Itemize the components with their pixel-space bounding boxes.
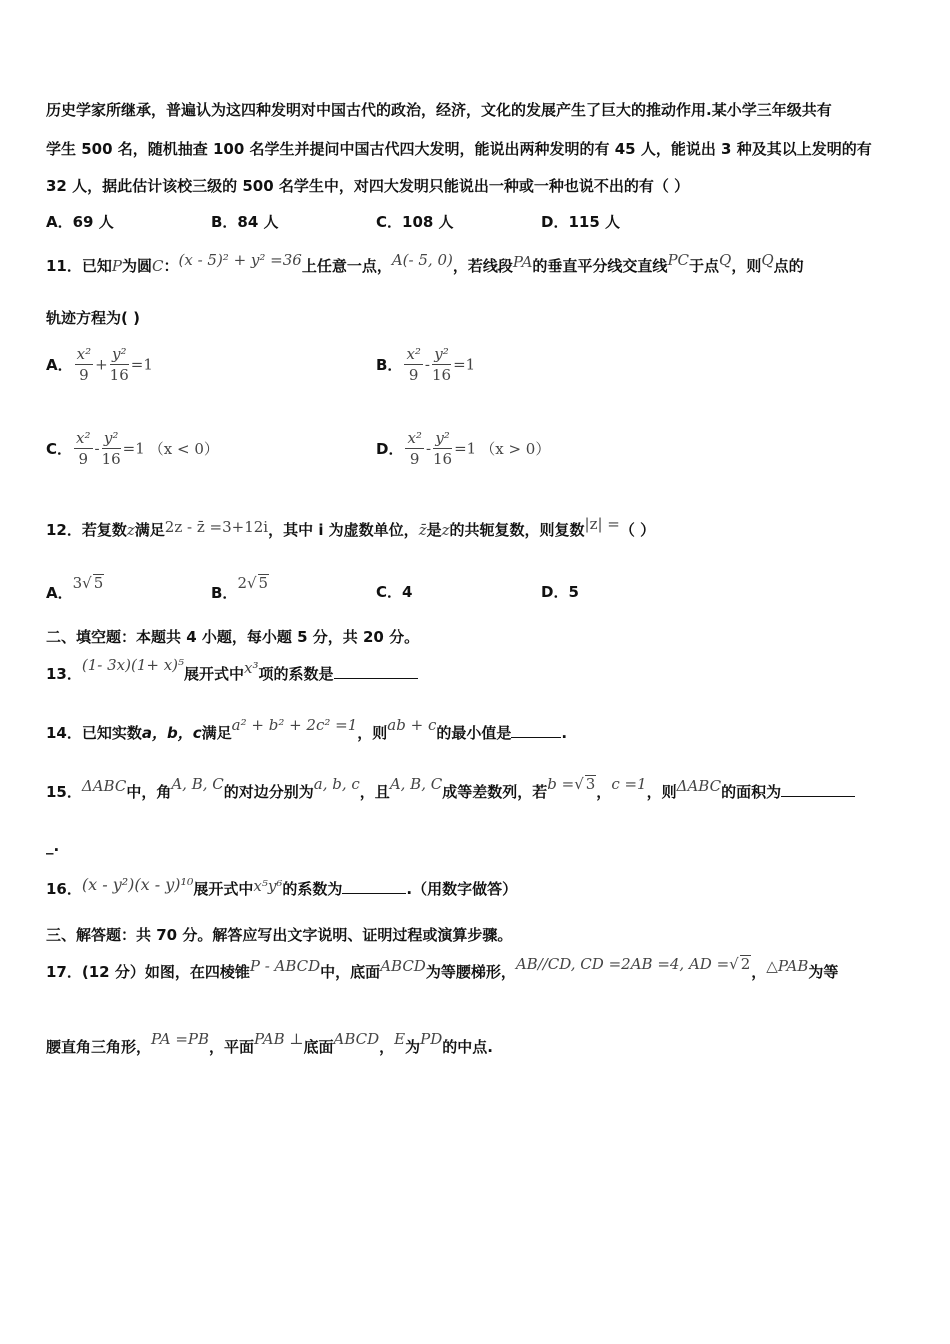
q16-term: x⁵y⁶: [253, 877, 283, 895]
q15-line-2: _.: [46, 837, 60, 855]
q15-math: ΔABC: [676, 777, 722, 795]
sqrt-symbol: √: [246, 574, 257, 592]
coefficient: 2: [237, 574, 247, 592]
intro-line-1: 历史学家所继承，普遍认为这四种发明对中国古代的政治，经济，文化的发展产生了巨大的推动作用.某小学三年级共有: [46, 101, 832, 119]
q11-text: ：: [163, 257, 179, 275]
q17-text: 中，底面: [320, 963, 381, 981]
q17-math: PD: [420, 1030, 443, 1048]
q12-text: ，其中 i 为虚数单位，: [268, 521, 419, 539]
numerator: x²: [406, 345, 421, 363]
q12-math: z̄: [418, 521, 427, 539]
q16-expression: (x - y²)(x - y)¹⁰: [81, 875, 194, 894]
q17-radicand: 2: [740, 955, 751, 973]
q17-text: 为等腰梯形，: [425, 963, 516, 981]
q15-math: a, b, c: [313, 775, 360, 793]
q11-line-2: 轨迹方程为( ): [46, 309, 140, 327]
radicand: 5: [258, 574, 269, 592]
q14-text: 满足: [201, 724, 232, 742]
q13-answer-blank[interactable]: [334, 664, 418, 679]
q14-text: .: [561, 724, 568, 742]
q11-text: ，若线段: [452, 257, 513, 275]
q13-expression: (1- 3x)(1+ x)⁵: [81, 656, 185, 674]
q12-option-c: C．4: [376, 583, 413, 601]
q17-math: ABCD: [380, 957, 426, 975]
q13-text: 展开式中: [184, 665, 245, 683]
coefficient: 3: [72, 574, 83, 592]
sqrt-symbol: √: [574, 775, 584, 793]
option-label: D．: [376, 440, 404, 458]
q15-math: A, B, C: [389, 775, 443, 793]
q11-text: 上任意一点，: [301, 257, 392, 275]
q12-option-d: D．5: [541, 583, 579, 601]
numerator: x²: [76, 429, 91, 447]
option-label: C．: [46, 440, 73, 458]
q11-option-b: [376, 344, 475, 385]
fraction: [102, 428, 121, 469]
q12-equation: 2z - z̄ =3+12i: [164, 518, 269, 536]
operator: -: [425, 439, 432, 458]
q11-math: Q: [761, 251, 774, 269]
numerator: y²: [432, 344, 451, 365]
q13-line: [46, 656, 418, 684]
q16-text: 的系数为: [282, 880, 343, 898]
q12-text: （ ）: [619, 521, 656, 539]
q14-answer-blank[interactable]: [511, 723, 561, 738]
section-3-header: 三、解答题：共 70 分。解答应写出文字说明、证明过程或演算步骤。: [46, 926, 513, 944]
q11-math: PA: [512, 253, 533, 271]
operator: -: [424, 355, 430, 374]
q11-option-a: [46, 344, 153, 385]
q16-text: 16．: [46, 880, 82, 898]
radicand: 5: [93, 574, 104, 592]
operator: +: [95, 355, 108, 374]
sqrt-symbol: √: [729, 955, 739, 973]
q17-math: PA =PB: [151, 1030, 210, 1048]
denominator: 16: [109, 366, 129, 384]
fraction: [404, 344, 422, 385]
q11-math: C: [151, 257, 164, 275]
section-2-header: 二、填空题：本题共 4 小题，每小题 5 分，共 20 分。: [46, 628, 420, 646]
denominator: 16: [432, 366, 452, 384]
option-label: A．: [46, 584, 73, 602]
fraction: [433, 428, 452, 469]
q16-line: [46, 875, 518, 899]
fraction: [75, 344, 93, 385]
q11-math: Q: [719, 251, 732, 269]
q10-option-a: A．69 人: [46, 213, 114, 231]
q17-text: 17．(12 分）如图，在四棱锥: [46, 963, 250, 981]
q15-text: 15．: [46, 783, 82, 801]
q14-text: ，则: [357, 724, 388, 742]
equals-one: =1: [130, 355, 153, 374]
intro-line-2: 学生 500 名，随机抽查 100 名学生并提问中国古代四大发明，能说出两种发明的有 45 人，能说出 3 种及其以上发明的有: [46, 140, 872, 158]
numerator: x²: [76, 345, 92, 363]
q11-text: 于点: [689, 257, 720, 275]
q12-option-b: [211, 572, 269, 602]
q15-math: A, B, C: [171, 775, 224, 793]
q17-text: 的中点.: [442, 1038, 493, 1056]
q17-text: ，: [379, 1038, 395, 1056]
q15-text: ，且: [359, 783, 390, 801]
q17-text: 为: [405, 1038, 421, 1056]
q16-answer-blank[interactable]: [342, 879, 406, 894]
fraction: [432, 344, 451, 385]
denominator: 9: [409, 450, 420, 468]
q17-math: E: [394, 1030, 406, 1048]
q14-text: 14．已知实数: [46, 724, 142, 742]
q15-line-1: [46, 775, 855, 802]
q15-text: 的面积为: [721, 783, 782, 801]
q11-point-a: A(- 5, 0): [391, 251, 453, 269]
q14-expression: ab + c: [387, 716, 437, 734]
q14-equation: a² + b² + 2c² =1: [231, 716, 358, 734]
q17-line-2: [46, 1030, 493, 1057]
q17-text: ，平面: [209, 1038, 255, 1056]
q11-math: PC: [667, 251, 690, 269]
q16-text: .（用数字做答）: [406, 880, 518, 898]
q11-text: 点的: [773, 257, 804, 275]
equals-one: =1: [454, 439, 477, 458]
denominator: 16: [101, 450, 121, 468]
q15-math: ΔABC: [81, 777, 127, 795]
q13-text: 项的系数是: [258, 665, 334, 683]
option-label: B．: [376, 356, 403, 374]
q15-text: 成等差数列，若: [442, 783, 548, 801]
q11-line-1: [46, 251, 804, 276]
q11-text: 的垂直平分线交直线: [532, 257, 668, 275]
q17-math: P - ABCD: [249, 957, 321, 975]
q17-conditions: AB//CD, CD =2AB =4, AD =: [515, 955, 730, 973]
fraction: [110, 344, 129, 385]
q11-option-c: [46, 428, 219, 469]
q15-text: 的对边分别为: [223, 783, 314, 801]
operator: -: [94, 439, 100, 458]
q17-math: △PAB: [766, 957, 809, 975]
q17-text: ，: [751, 963, 767, 981]
q15-text: ，: [596, 783, 612, 801]
q12-text: 12．若复数: [46, 521, 127, 539]
q15-text: 中，角: [126, 783, 172, 801]
intro-line-3: 32 人，据此估计该校三级的 500 名学生中，对四大发明只能说出一种或一种也说不出的有（ ）: [46, 177, 690, 195]
q15-answer-blank[interactable]: [781, 782, 855, 797]
q14-line: [46, 716, 568, 743]
q12-text: 的共轭复数，则复数: [449, 521, 585, 539]
denominator: 16: [433, 450, 453, 468]
q12-math: z: [126, 521, 135, 539]
q15-math: b =: [547, 775, 575, 793]
fraction: [405, 428, 423, 469]
q17-math: ABCD: [333, 1030, 380, 1048]
q12-line-1: [46, 515, 656, 540]
q12-math: z: [441, 521, 450, 539]
q15-text: ，则: [646, 783, 677, 801]
q14-vars: a，b，c: [141, 724, 202, 742]
q12-text: 满足: [134, 521, 165, 539]
equals-one: =1: [453, 355, 476, 374]
q10-option-b: B．84 人: [211, 213, 279, 231]
q11-math: P: [111, 257, 122, 275]
q13-text: 13．: [46, 665, 82, 683]
q10-option-c: C．108 人: [376, 213, 454, 231]
q13-term: x³: [244, 659, 259, 677]
q17-text: 腰直角三角形，: [46, 1038, 152, 1056]
sqrt-symbol: √: [82, 574, 92, 592]
option-label: A．: [46, 356, 73, 374]
denominator: 9: [78, 450, 89, 468]
q15-radicand: 3: [585, 775, 596, 793]
q11-text: 为圆: [121, 257, 152, 275]
q11-text: ，则: [731, 257, 762, 275]
q17-text: 底面: [303, 1038, 334, 1056]
denominator: 9: [79, 366, 89, 384]
numerator: y²: [110, 344, 129, 365]
q12-modulus: |z| =: [584, 515, 620, 533]
q10-option-d: D．115 人: [541, 213, 620, 231]
q14-text: 的最小值是: [436, 724, 512, 742]
q11-option-d: [376, 428, 550, 469]
q17-line-1: [46, 955, 839, 982]
fraction: [74, 428, 92, 469]
q15-math: c =1: [611, 775, 647, 793]
q11-circle-equation: (x - 5)² + y² =36: [178, 251, 302, 269]
q17-math: PAB ⊥: [254, 1030, 304, 1048]
denominator: 9: [408, 366, 419, 384]
numerator: y²: [433, 428, 452, 449]
q16-text: 展开式中: [193, 880, 254, 898]
q12-option-a: [46, 572, 104, 602]
q11-text: 11．已知: [46, 257, 112, 275]
numerator: x²: [407, 429, 422, 447]
equals-one: =1: [122, 439, 145, 458]
condition: （x > 0）: [480, 440, 551, 458]
condition: （x < 0）: [148, 440, 219, 458]
q12-text: 是: [426, 521, 442, 539]
q17-text: 为等: [808, 963, 839, 981]
numerator: y²: [102, 428, 121, 449]
option-label: B．: [211, 584, 238, 602]
